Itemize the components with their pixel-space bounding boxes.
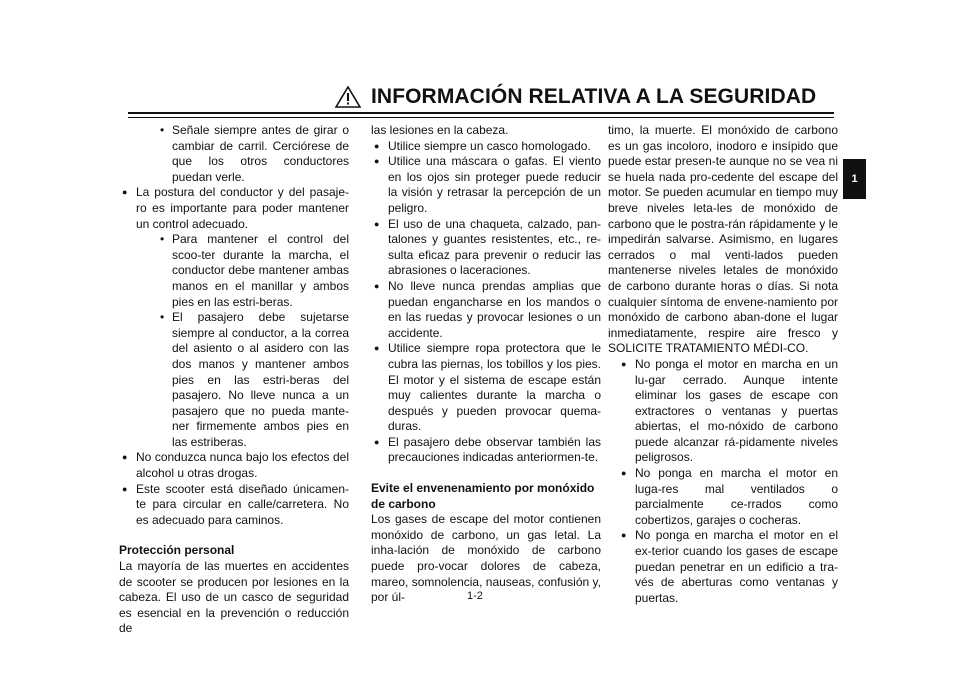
bullet-text: No lleve nunca prendas amplias que puedan engancharse en los mandos o en las ruedas y provocar lesiones o un accidente.: [388, 278, 601, 340]
sub-bullet-item: [119, 232, 349, 310]
warning-triangle-icon: [335, 86, 361, 108]
sub-bullet-mark: •: [160, 232, 165, 247]
section-heading: Protección personal: [119, 543, 235, 558]
bullet-item: [371, 435, 601, 466]
column-1: [119, 123, 349, 637]
bullet-item: [119, 450, 349, 481]
bullet-text: No ponga en marcha el motor en el ex-terior cuando los gases de escape puedan penetrar en un edificio a tra-vés de aberturas como ventanas y puertas.: [635, 528, 838, 605]
body-paragraph: Los gases de escape del motor contienen monóxido de carbono, un gas letal. La inha-lación de monóxido de carbono puede pro-vocar dolores de cabeza, mareo, somnolencia, nauseas, confusión y, por úl-: [371, 512, 601, 605]
bullet-item: [371, 139, 601, 155]
bullet-dot-icon: ●: [374, 218, 380, 229]
bullet-text: La postura del conductor y del pasaje-ro es importante para poder mantener un control adecuado.: [136, 185, 349, 231]
bullet-text: El uso de una chaqueta, calzado, pan-talones y guantes resistentes, etc., re-sulta eficaz para prevenir o reducir las abrasiones o laceraciones.: [388, 216, 601, 278]
bullet-dot-icon: ●: [374, 156, 380, 167]
bullet-item: [371, 217, 601, 279]
bullet-dot-icon: ●: [122, 452, 128, 463]
body-paragraph: timo, la muerte. El monóxido de carbono es un gas incoloro, inodoro e insípido que puede estar presen-te aunque no se vea ni se huela nada pro-cedente del escape del motor. Se pueden acumular en tiempo muy breve niveles leta-les de monóxido de carbono que le postra-rán rápidamente y le impedirán salvarse. Asimismo, en lugares cerrados o mal venti-lados pueden mantenerse niveles letales de monóxido de carbono durante horas o días. Si nota cualquier síntoma de envene-namiento por monóxido de carbono aban-done el lugar inmediatamente, respire aire fresco y SOLICITE TRATAMIENTO MÉDI-CO.: [608, 123, 838, 356]
bullet-text: Utilice una máscara o gafas. El viento en los ojos sin proteger puede reducir la visión y retrasar la percepción de un peligro.: [388, 154, 601, 215]
bullet-dot-icon: ●: [621, 530, 627, 541]
sub-bullet-mark: •: [160, 310, 165, 325]
bullet-text: No conduzca nunca bajo los efectos del alcohol u otras drogas.: [136, 450, 349, 481]
bullet-text: Utilice siempre ropa protectora que le cubra las piernas, los tobillos y los pies. El motor y el sistema de escape están muy calientes durante la marcha o después y pueden provocar quema-duras.: [388, 341, 601, 434]
chapter-tab: [843, 159, 866, 199]
bullet-dot-icon: ●: [374, 343, 380, 354]
column-3: [608, 123, 838, 606]
sub-bullet-text: El pasajero debe sujetarse siempre al conductor, a la correa del asiento o al asidero con las dos manos y mantener ambos pies en las estri-beras del pasajero. No lleve nunca a un pasajero que no pueda mante-ner firmemente ambos pies en las estriberas.: [172, 310, 349, 449]
bullet-item: [608, 357, 838, 466]
page-number: 1-2: [467, 590, 483, 602]
bullet-text: No ponga el motor en marcha en un lu-gar cerrado. Aunque intente eliminar los gases de escape con extractores o ventanas y puertas abiertas, el mo-nóxido de carbono puede alcanzar rá-pidamente niveles peligrosos.: [635, 356, 838, 465]
bullet-item: [371, 279, 601, 341]
sub-bullet-mark: •: [160, 123, 165, 137]
bullet-item: [371, 341, 601, 435]
sub-bullet-item: [119, 123, 349, 185]
bullet-item: [119, 185, 349, 232]
sub-bullet-item: [119, 310, 349, 450]
bullet-dot-icon: ●: [122, 483, 128, 494]
bullet-dot-icon: ●: [621, 358, 627, 369]
body-paragraph: las lesiones en la cabeza.: [371, 123, 509, 137]
bullet-text: Este scooter está diseñado únicamen-te para circular en calle/carretera. No es adecuado para caminos.: [136, 481, 349, 527]
header-rule-thick: [128, 112, 834, 114]
bullet-dot-icon: ●: [374, 280, 380, 291]
bullet-dot-icon: ●: [374, 436, 380, 447]
bullet-dot-icon: ●: [374, 140, 380, 151]
section-heading: Evite el envenenamiento por monóxido: [371, 481, 595, 496]
bullet-dot-icon: ●: [122, 187, 128, 198]
bullet-text: Utilice siempre un casco homologado.: [388, 138, 591, 153]
section-heading: de carbono: [371, 496, 436, 511]
chapter-tab-label: 1: [851, 173, 858, 185]
sub-bullet-text: Para mantener el control del scoo-ter durante la marcha, el conductor debe mantener ambas manos en el manillar y ambos pies en las estri-beras.: [172, 232, 349, 309]
bullet-item: [119, 482, 349, 529]
bullet-text: El pasajero debe observar también las precauciones indicadas anteriormen-te.: [388, 434, 601, 465]
bullet-item: [371, 154, 601, 216]
bullet-text: No ponga en marcha el motor en luga-res mal ventilados o parcialmente ce-rrados como cobertizos, garajes o cocheras.: [635, 466, 838, 527]
page-title: INFORMACIÓN RELATIVA A LA SEGURIDAD: [371, 85, 817, 108]
bullet-dot-icon: ●: [621, 468, 627, 479]
body-paragraph: La mayoría de las muertes en accidentes de scooter se producen por lesiones en la cabeza. El uso de un casco de seguridad es esencial en la prevención o reducción de: [119, 559, 349, 636]
page-header: [335, 84, 835, 110]
bullet-item: [608, 466, 838, 528]
header-rule-thin: [128, 117, 834, 118]
bullet-item: [608, 528, 838, 606]
sub-bullet-text: Señale siempre antes de girar o cambiar de carril. Cerciórese de que los otros conductores puedan verle.: [172, 123, 349, 184]
column-2: [371, 123, 601, 606]
